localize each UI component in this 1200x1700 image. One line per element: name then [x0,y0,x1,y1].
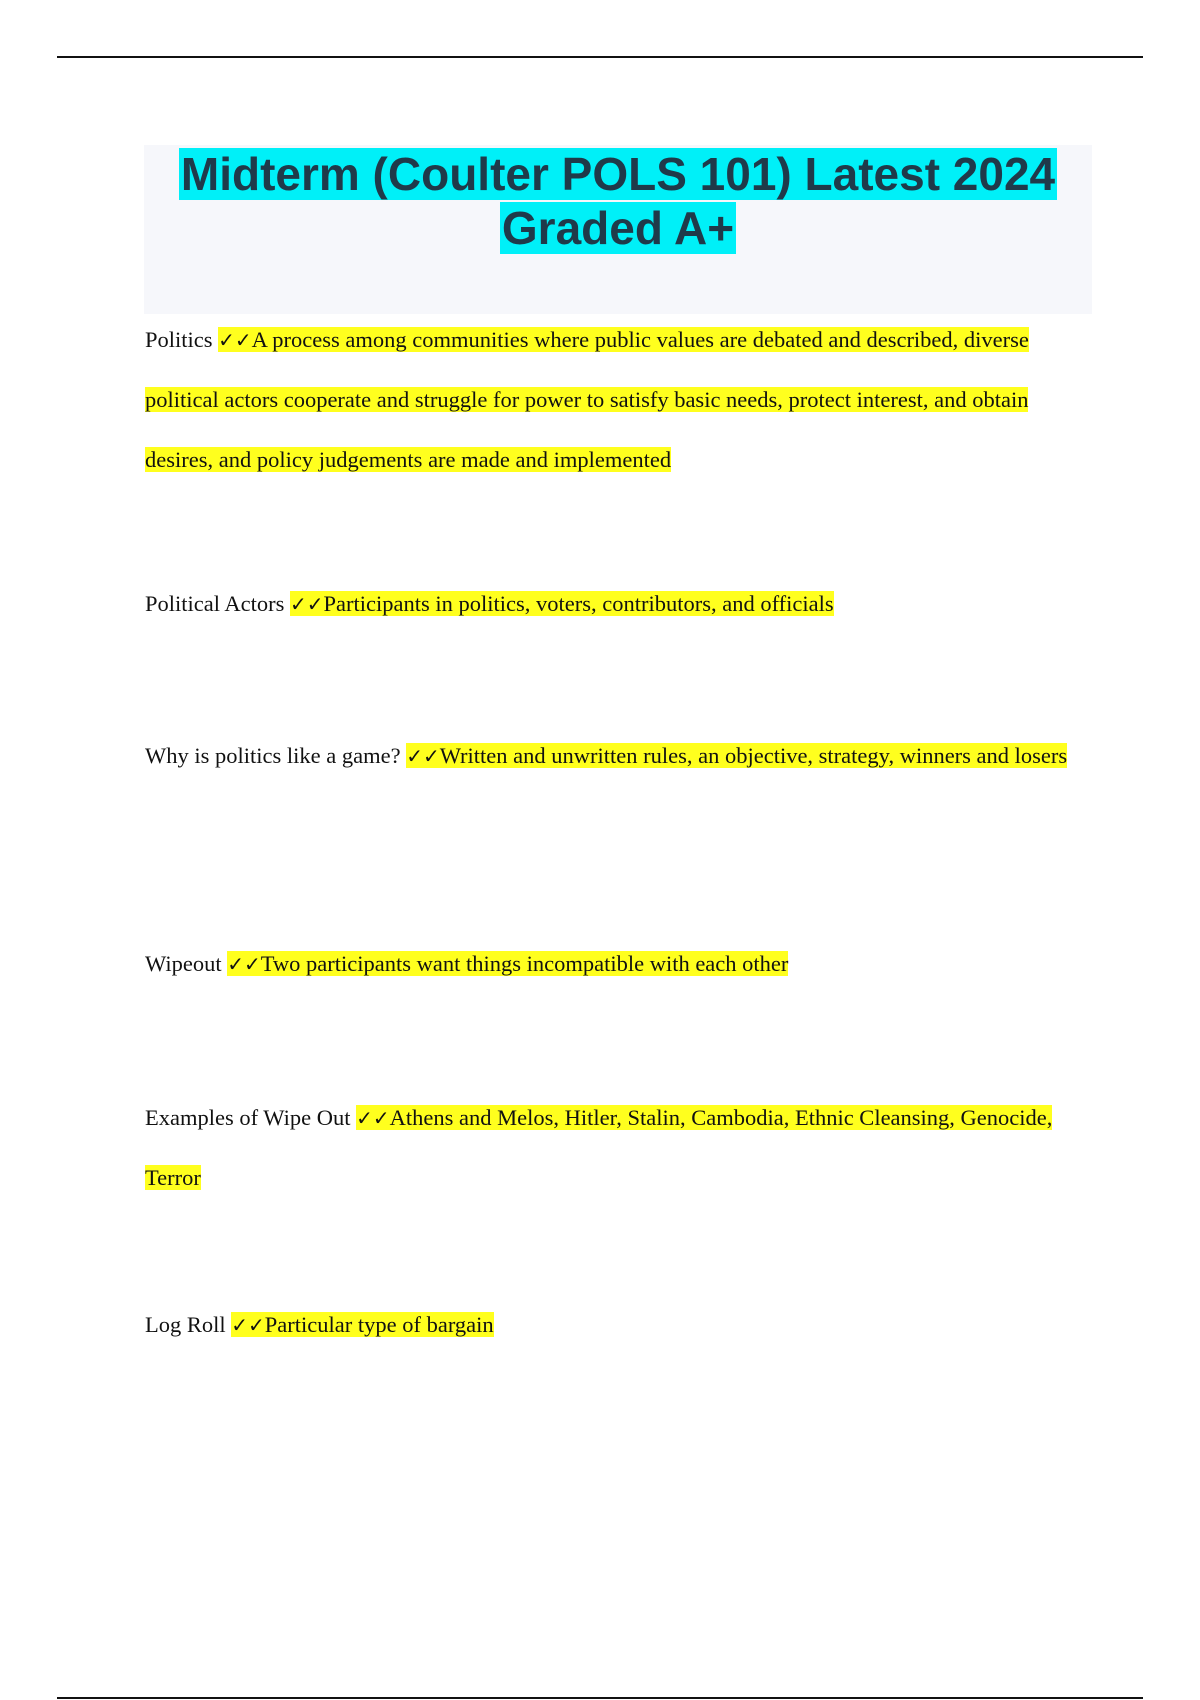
entry-politics [145,310,1085,490]
check-icon: ✓✓ [406,744,440,768]
entry-term: Political Actors [145,591,285,616]
check-icon: ✓✓ [218,328,252,352]
check-icon: ✓✓ [356,1106,390,1130]
footer-rule [57,1697,1143,1699]
entry-definition: Particular type of bargain [264,1312,494,1337]
title-line-2: Graded A+ [501,202,735,254]
header-rule [57,56,1143,58]
entry-term: Wipeout [145,951,222,976]
entry-examples-wipe-out [145,1088,1085,1208]
entry-term: Politics [145,327,213,352]
title-line-1: Midterm (Coulter POLS 101) Latest 2024 [180,148,1056,200]
check-icon: ✓✓ [231,1313,265,1337]
entry-wipeout [145,934,1085,994]
entry-definition: Participants in politics, voters, contributors, and officials [323,591,834,616]
entry-definition: Written and unwritten rules, an objective, strategy, winners and losers [439,743,1068,768]
check-icon: ✓✓ [227,952,261,976]
entry-definition: A process among communities where public values are debated and described, diverse political actors cooperate and struggle for power to satisfy basic needs, protect interest, and obtain desires, and policy judgements are made and implemented [145,327,1029,472]
title-block [144,145,1092,314]
entry-term: Log Roll [145,1312,226,1337]
document-title [144,145,1092,255]
entry-log-roll [145,1295,1085,1355]
entry-definition: Athens and Melos, Hitler, Stalin, Cambodia, Ethnic Cleansing, Genocide, Terror [145,1105,1053,1190]
entry-politics-game [145,726,1085,786]
entry-political-actors [145,574,1085,634]
check-icon: ✓✓ [290,592,324,616]
entry-term: Why is politics like a game? [145,743,401,768]
entry-term: Examples of Wipe Out [145,1105,351,1130]
entry-definition: Two participants want things incompatible with each other [260,951,789,976]
